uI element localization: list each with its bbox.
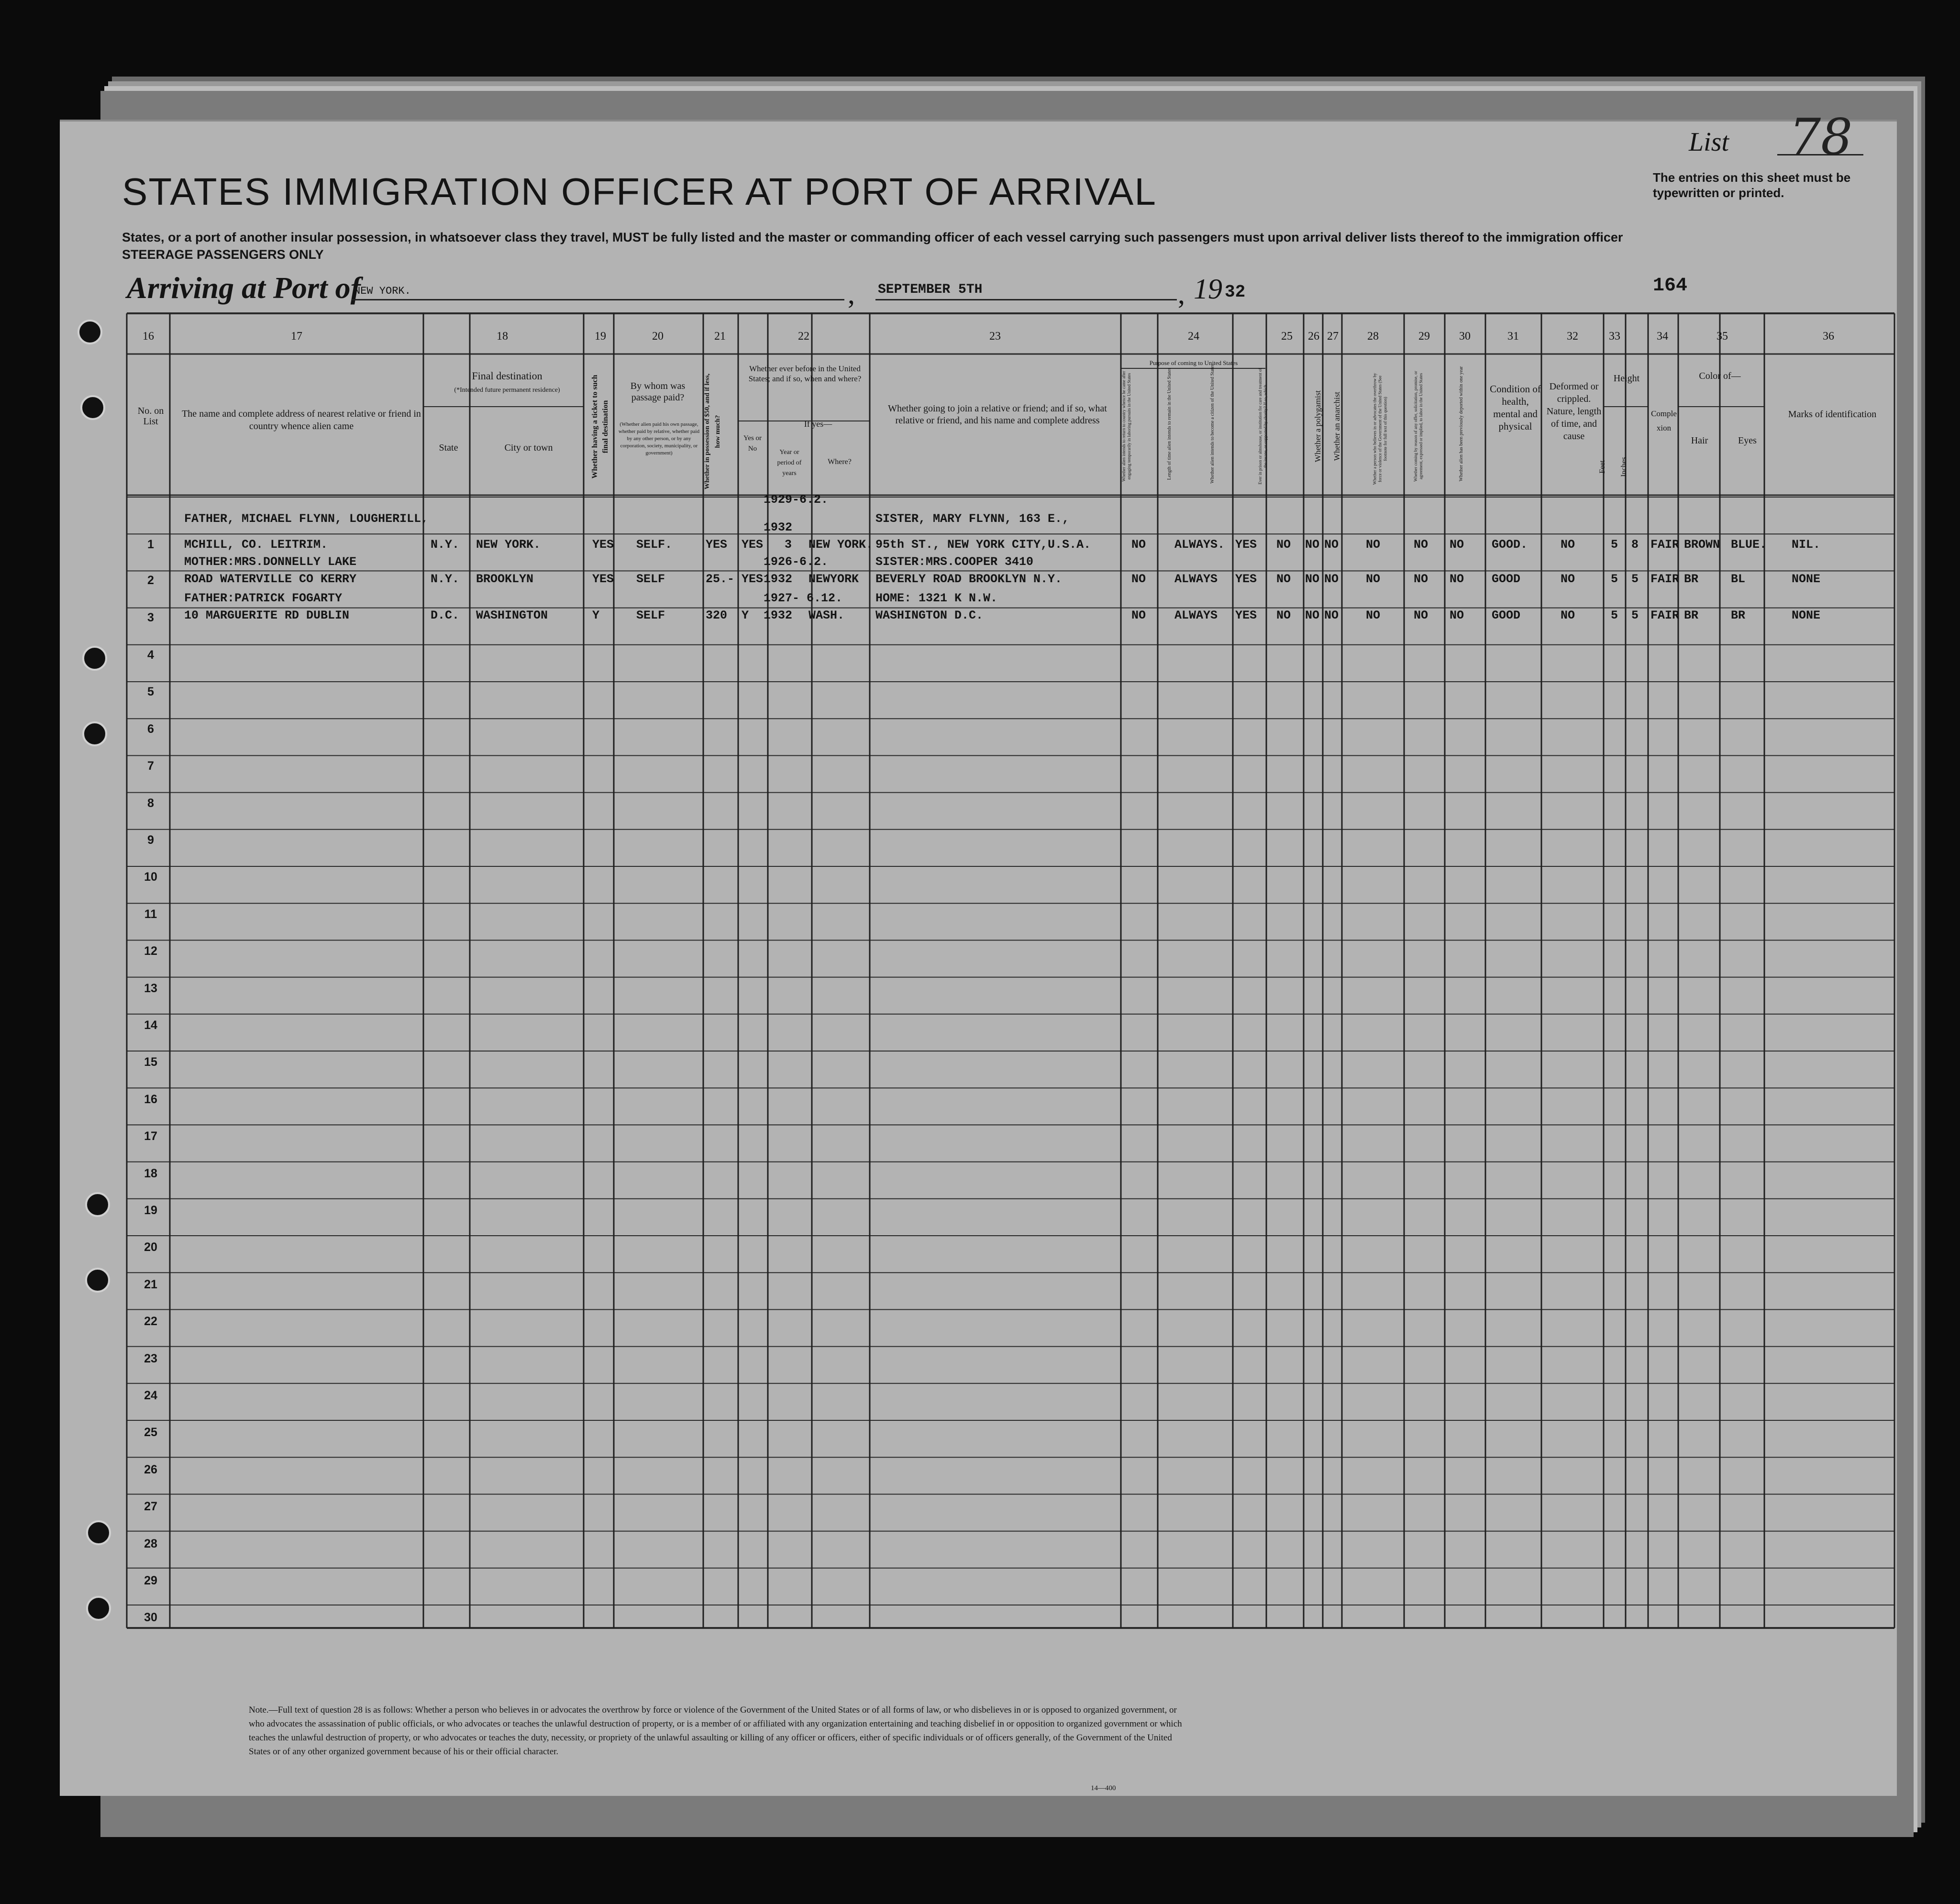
- row-number: 1: [147, 538, 154, 551]
- cell-purpose-return: NO: [1131, 609, 1146, 622]
- cell-ticket: Y: [592, 609, 600, 622]
- cell-marks: NONE: [1792, 609, 1821, 622]
- join-relative-line-1: SISTER:MRS.COOPER 3410: [875, 555, 1034, 569]
- years-in-us-line-1: 1926-6.2.: [764, 555, 829, 569]
- column-number: 25: [1281, 330, 1293, 343]
- header-hair: Hair: [1691, 435, 1708, 446]
- header-where: Where?: [828, 458, 852, 466]
- cell-purpose-return: NO: [1131, 538, 1146, 552]
- column-number: 18: [497, 330, 508, 343]
- years-in-us-line-2: 1932: [764, 609, 793, 622]
- cell-inches: 5: [1631, 572, 1639, 586]
- cell-money: 25.-: [706, 572, 735, 586]
- row-number: 25: [144, 1426, 157, 1439]
- year-prefix: 19: [1194, 273, 1222, 305]
- cell-q28: NO: [1366, 572, 1381, 586]
- arrival-label: Arriving at Port of: [127, 271, 361, 305]
- cell-complexion: FAIR: [1650, 609, 1680, 622]
- cell-q30: NO: [1450, 538, 1464, 552]
- cell-inches: 5: [1631, 609, 1639, 622]
- row-number: 20: [144, 1240, 157, 1254]
- relative-address-line-2: 10 MARGUERITE RD DUBLIN: [184, 609, 350, 622]
- header-eyes: Eyes: [1738, 435, 1757, 446]
- column-number: 30: [1459, 330, 1471, 343]
- header-year-period: Year or period of years: [777, 449, 802, 477]
- header-feet: Feet: [1598, 460, 1606, 474]
- cell-state: N.Y.: [431, 538, 460, 552]
- cell-eyes: BL: [1731, 572, 1746, 586]
- header-paid-by: By whom was passage paid?: [630, 381, 686, 403]
- header-city: City or town: [504, 443, 553, 453]
- list-number: 78: [1789, 108, 1853, 166]
- relative-address-line-2: MCHILL, CO. LEITRIM.: [184, 538, 328, 552]
- header-if-yes: If yes—: [804, 419, 832, 429]
- column-number: 20: [652, 330, 664, 343]
- separator-comma: ,: [848, 278, 855, 310]
- cell-where: WASH.: [808, 609, 845, 622]
- cell-before-yesno: YES: [742, 572, 764, 586]
- cell-ticket: YES: [592, 572, 614, 586]
- cell-eyes: BR: [1731, 609, 1746, 622]
- cell-before-yesno: Y: [742, 609, 749, 622]
- cell-feet: 5: [1611, 572, 1618, 586]
- years-in-us-line-1: 1929-6.2.: [764, 493, 829, 507]
- row-number: 26: [144, 1462, 157, 1476]
- years-in-us-line-2: 1932: [764, 572, 793, 586]
- cell-state: D.C.: [431, 609, 460, 622]
- cell-marks: NONE: [1792, 572, 1821, 586]
- cell-purpose-return: NO: [1131, 572, 1146, 586]
- column-number: 32: [1567, 330, 1578, 343]
- cell-health: GOOD: [1492, 572, 1521, 586]
- header-before-in-us: Whether ever before in the United States; and if so, when and where?: [748, 364, 862, 383]
- row-number: 10: [144, 870, 157, 884]
- header-prison: Ever in prison or almshouse, or institution for care and treatment of the insane, or supported by charity? If so, which: [1258, 368, 1268, 485]
- cell-purpose-length: ALWAYS.: [1174, 538, 1225, 552]
- form-id: 14—400: [1091, 1784, 1116, 1792]
- row-number: 6: [147, 722, 154, 736]
- subtitle-line-2: STEERAGE PASSENGERS ONLY: [122, 247, 324, 262]
- column-number: 17: [291, 330, 302, 343]
- row-number: 29: [144, 1574, 157, 1587]
- cell-city: NEW YORK.: [476, 538, 541, 552]
- cell-anarchist: NO: [1324, 609, 1339, 622]
- relative-address-line-2: ROAD WATERVILLE CO KERRY: [184, 572, 357, 586]
- row-number: 8: [147, 796, 154, 810]
- header-question-28: Whether a person who believes in or advocates the overthrow by force or violence of the Government of the United States (See footnote for full text of this question): [1372, 373, 1388, 485]
- column-number: 31: [1507, 330, 1519, 343]
- separator-comma: ,: [1178, 278, 1185, 310]
- relative-address-line-1: FATHER, MICHAEL FLYNN, LOUGHERILL,: [184, 512, 429, 526]
- row-number: 9: [147, 833, 154, 847]
- header-nearest-relative: The name and complete address of nearest relative or friend in country whence alien came: [182, 409, 421, 432]
- row-number: 27: [144, 1500, 157, 1514]
- row-number: 12: [144, 944, 157, 958]
- row-number: 23: [144, 1351, 157, 1365]
- header-deformed: Deformed or crippled. Nature, length of time, and cause: [1546, 381, 1602, 442]
- cell-polygamist: NO: [1305, 538, 1320, 552]
- header-yes-no: Yes or No: [743, 434, 762, 453]
- header-list-number: No. on List: [137, 406, 164, 427]
- column-number: 33: [1609, 330, 1620, 343]
- years-in-us-line-3: 3: [785, 538, 792, 552]
- cell-anarchist: NO: [1324, 572, 1339, 586]
- column-number: 35: [1716, 330, 1728, 343]
- cell-health: GOOD.: [1492, 538, 1528, 552]
- cell-hair: BR: [1684, 609, 1699, 622]
- join-relative-line-1: HOME: 1321 K N.W.: [875, 591, 998, 605]
- cell-prison: NO: [1276, 572, 1291, 586]
- column-number: 36: [1823, 330, 1834, 343]
- page-number: 164: [1653, 275, 1688, 297]
- cell-eyes: BLUE.: [1731, 538, 1767, 552]
- row-number: 14: [144, 1018, 157, 1032]
- row-number: 21: [144, 1277, 157, 1291]
- header-purpose: Purpose of coming to United States: [1149, 359, 1238, 366]
- cell-inches: 8: [1631, 538, 1639, 552]
- header-purpose-return: Whether alien intends to return to country whence he came after engaging temporarily in laboring pursuits in the United States: [1121, 371, 1131, 482]
- cell-health: GOOD: [1492, 609, 1521, 622]
- cell-q29: NO: [1414, 609, 1428, 622]
- subtitle-line-1: States, or a port of another insular possession, in whatsoever class they travel, MUST be fully listed and the master or commanding officer of each vessel carrying such passengers must upon arrival deliver lists thereof to the immigration officer: [122, 230, 1623, 244]
- cell-money: YES: [706, 538, 728, 552]
- column-number: 29: [1418, 330, 1430, 343]
- header-money: Whether in possession of $50, and if less, how much?: [704, 373, 721, 490]
- header-state: State: [439, 443, 458, 453]
- cell-prison: NO: [1276, 609, 1291, 622]
- cell-q30: NO: [1450, 609, 1464, 622]
- row-number: 18: [144, 1166, 157, 1180]
- cell-ticket: YES: [592, 538, 614, 552]
- join-relative-line-2: 95th ST., NEW YORK CITY,U.S.A.: [875, 538, 1091, 552]
- column-number: 16: [143, 330, 154, 343]
- cell-money: 320: [706, 609, 728, 622]
- header-anarchist: Whether an anarchist: [1332, 391, 1341, 461]
- cell-paid-by: SELF.: [636, 538, 673, 552]
- column-number: 19: [595, 330, 606, 343]
- years-in-us-line-1: 1927- 6.12.: [764, 591, 843, 605]
- cell-paid-by: SELF: [636, 609, 665, 622]
- cell-city: BROOKLYN: [476, 572, 534, 586]
- header-join-relative: Whether going to join a relative or friend; and if so, what relative or friend, and his name and complete address: [888, 403, 1107, 426]
- row-number: 4: [147, 648, 154, 662]
- join-relative-line-2: WASHINGTON D.C.: [875, 609, 984, 622]
- cell-deformed: NO: [1561, 538, 1575, 552]
- cell-hair: BROWN: [1684, 538, 1720, 552]
- column-number: 34: [1657, 330, 1668, 343]
- cell-purpose-length: ALWAYS: [1174, 609, 1218, 622]
- cell-feet: 5: [1611, 538, 1618, 552]
- row-number: 13: [144, 981, 157, 995]
- cell-complexion: FAIR: [1650, 538, 1680, 552]
- port-value: NEW YORK.: [354, 285, 411, 297]
- header-question-29: Whether coming by reason of any offer, solicitation, promise, or agreement, expressed or implied, to labor in the United States: [1413, 371, 1423, 482]
- cell-complexion: FAIR: [1650, 572, 1680, 586]
- page-title: STATES IMMIGRATION OFFICER AT PORT OF ARRIVAL: [122, 170, 1157, 213]
- header-height: Height: [1613, 373, 1640, 384]
- arrival-date: SEPTEMBER 5TH: [878, 282, 983, 297]
- cell-marks: NIL.: [1792, 538, 1821, 552]
- cell-purpose-citizen: YES: [1235, 572, 1257, 586]
- header-health: Condition of health, mental and physical: [1490, 383, 1541, 432]
- cell-q29: NO: [1414, 572, 1428, 586]
- cell-q30: NO: [1450, 572, 1464, 586]
- years-in-us-line-2: 1932: [764, 520, 793, 534]
- row-number: 7: [147, 759, 154, 773]
- cell-deformed: NO: [1561, 572, 1575, 586]
- header-inches: Inches: [1620, 457, 1628, 477]
- row-number: 19: [144, 1204, 157, 1217]
- header-purpose-citizen: Whether alien intends to become a citizen of the United States: [1210, 364, 1215, 484]
- column-number: 28: [1367, 330, 1379, 343]
- header-purpose-length: Length of time alien intends to remain in the United States: [1167, 367, 1172, 480]
- row-number: 30: [144, 1611, 157, 1625]
- row-number: 16: [144, 1092, 157, 1106]
- header-deported: Whether alien has been previously deported within one year: [1459, 366, 1464, 482]
- cell-before-yesno: YES: [742, 538, 764, 552]
- header-paid-by-note: (Whether alien paid his own passage, whether paid by relative, whether paid by any other person, or by any corporation, society, municipality, or government): [618, 421, 700, 456]
- cell-hair: BR: [1684, 572, 1699, 586]
- header-complexion: Complexion: [1651, 409, 1677, 432]
- cell-q28: NO: [1366, 538, 1381, 552]
- row-number: 15: [144, 1055, 157, 1069]
- cell-q28: NO: [1366, 609, 1381, 622]
- cell-q29: NO: [1414, 538, 1428, 552]
- cell-city: WASHINGTON: [476, 609, 548, 622]
- footnote: Note.—Full text of question 28 is as follows: Whether a person who believes in or advocates the overthrow by force or violence of the Government of the United States or of all forms of law, or who disbelieves in or is opposed to organized government, or who advocates the assassination of public officials, or who advocates or teaches the unlawful destruction of property, or is a member of or affiliated with any organization entertaining and teaching disbelief in or opposition to organized government or which teaches the unlawful destruction of property, or who advocates or teaches the duty, necessity, or propriety of the unlawful assaulting or killing of any officer or officers, either of specific individuals or of officers generally, of the Government of the United States or of any other organized government because of his or their official character.: [249, 1705, 1182, 1757]
- cell-prison: NO: [1276, 538, 1291, 552]
- row-number: 3: [147, 611, 154, 624]
- header-final-destination-note: (*Intended future permanent residence): [454, 387, 560, 394]
- cell-polygamist: NO: [1305, 609, 1320, 622]
- column-number: 21: [714, 330, 726, 343]
- cell-state: N.Y.: [431, 572, 460, 586]
- year-suffix: 32: [1225, 282, 1246, 302]
- column-number: 22: [798, 330, 809, 343]
- cell-paid-by: SELF: [636, 572, 665, 586]
- cell-purpose-citizen: YES: [1235, 538, 1257, 552]
- row-number: 28: [144, 1537, 157, 1550]
- relative-address-line-1: FATHER:PATRICK FOGARTY: [184, 591, 343, 605]
- row-number: 17: [144, 1129, 157, 1143]
- column-number: 24: [1188, 330, 1199, 343]
- header-ticket: Whether having a ticket to such final destination: [591, 375, 609, 479]
- cell-deformed: NO: [1561, 609, 1575, 622]
- cell-polygamist: NO: [1305, 572, 1320, 586]
- row-number: 5: [147, 685, 154, 699]
- cell-anarchist: NO: [1324, 538, 1339, 552]
- cell-purpose-length: ALWAYS: [1174, 572, 1218, 586]
- header-marks: Marks of identification: [1788, 409, 1877, 420]
- column-number: 23: [989, 330, 1001, 343]
- column-number: 26: [1308, 330, 1319, 343]
- typewritten-note: The entries on this sheet must be typewritten or printed.: [1653, 170, 1851, 200]
- cell-purpose-citizen: YES: [1235, 609, 1257, 622]
- column-number: 27: [1327, 330, 1339, 343]
- join-relative-line-1: SISTER, MARY FLYNN, 163 E.,: [875, 512, 1070, 526]
- cell-where: NEW YORK.: [808, 538, 874, 552]
- cell-feet: 5: [1611, 609, 1618, 622]
- join-relative-line-2: BEVERLY ROAD BROOKLYN N.Y.: [875, 572, 1063, 586]
- header-final-destination: Final destination: [472, 370, 543, 382]
- row-number: 2: [147, 574, 154, 587]
- list-label: List: [1689, 127, 1729, 157]
- header-polygamist: Whether a polygamist: [1313, 390, 1322, 463]
- cell-where: NEWYORK: [808, 572, 859, 586]
- row-number: 11: [144, 907, 157, 921]
- row-number: 24: [144, 1389, 157, 1402]
- row-number: 22: [144, 1315, 157, 1328]
- header-color-of: Color of—: [1699, 371, 1741, 381]
- relative-address-line-1: MOTHER:MRS.DONNELLY LAKE: [184, 555, 357, 569]
